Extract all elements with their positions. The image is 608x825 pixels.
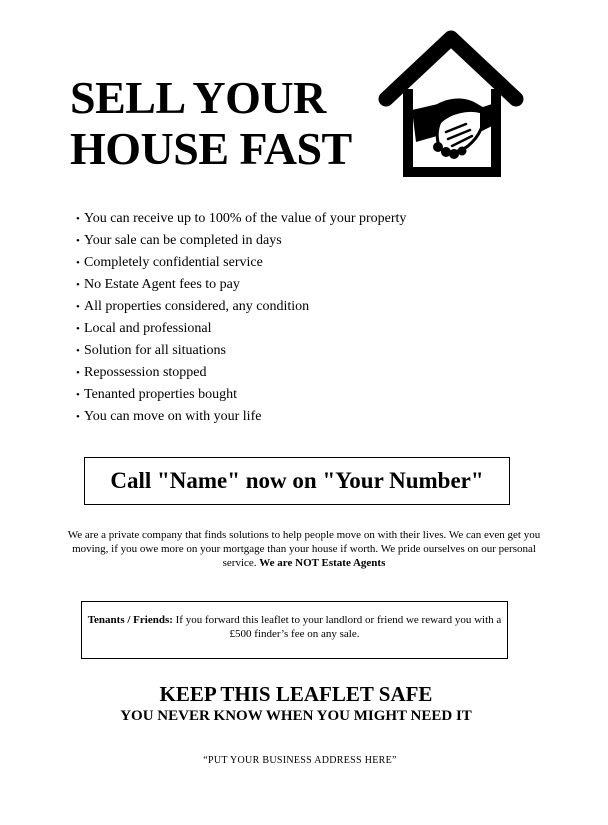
call-to-action-box (84, 457, 510, 505)
bullet: • (76, 213, 80, 225)
bullet: • (76, 301, 80, 313)
about-text: We are a private company that finds solutions to help people move on with their lives. We can even get you moving, if you owe more on your mortgage than your house if worth. We pride ourselves on our personal service. (67, 529, 541, 569)
bullet: • (76, 257, 80, 269)
tenant-notice-text: If you forward this leaflet to your landlord or friend we reward you with a £500 finder’s fee on any sale. (172, 614, 502, 640)
tenant-notice (82, 613, 507, 641)
list-item (76, 318, 406, 340)
about-paragraph (62, 528, 546, 570)
tenant-notice-label: Tenants / Friends: (87, 614, 173, 626)
bullet: • (76, 411, 80, 423)
call-to-action-text: Call "Name" now on "Your Number" (110, 468, 484, 493)
list-item (76, 230, 406, 252)
list-item (76, 340, 406, 362)
bullet: • (76, 345, 80, 357)
house-handshake-icon (376, 26, 526, 182)
list-item (76, 384, 406, 406)
about-emphasis: We are NOT Estate Agents (259, 557, 386, 569)
business-address: “PUT YOUR BUSINESS ADDRESS HERE” (203, 755, 397, 766)
bullet: • (76, 389, 80, 401)
never-know-subheading: YOU NEVER KNOW WHEN YOU MIGHT NEED IT (120, 708, 472, 724)
page-title (70, 72, 352, 174)
list-item-text: Your sale can be completed in days (84, 233, 282, 248)
list-item-text: You can move on with your life (84, 409, 262, 424)
list-item (76, 252, 406, 274)
list-item-text: Solution for all situations (84, 343, 226, 358)
bullet: • (76, 235, 80, 247)
list-item-text: Local and professional (84, 321, 212, 336)
keep-safe-heading: KEEP THIS LEAFLET SAFE (159, 682, 433, 706)
tenant-notice-box (81, 601, 508, 659)
list-item (76, 208, 406, 230)
list-item-text: Completely confidential service (84, 255, 263, 270)
bullet: • (76, 323, 80, 335)
title-line-2: HOUSE FAST (70, 123, 352, 174)
handshake-icon (412, 99, 492, 159)
title-line-1: SELL YOUR (70, 72, 326, 123)
list-item (76, 362, 406, 384)
bullet: • (76, 279, 80, 291)
list-item-text: Repossession stopped (84, 365, 207, 380)
list-item-text: No Estate Agent fees to pay (84, 277, 240, 292)
list-item (76, 274, 406, 296)
list-item (76, 406, 406, 428)
bullet: • (76, 367, 80, 379)
list-item-text: All properties considered, any condition (84, 299, 310, 314)
list-item-text: Tenanted properties bought (84, 387, 237, 402)
list-item (76, 296, 406, 318)
benefits-list (76, 208, 406, 428)
list-item-text: You can receive up to 100% of the value of your property (84, 211, 407, 226)
